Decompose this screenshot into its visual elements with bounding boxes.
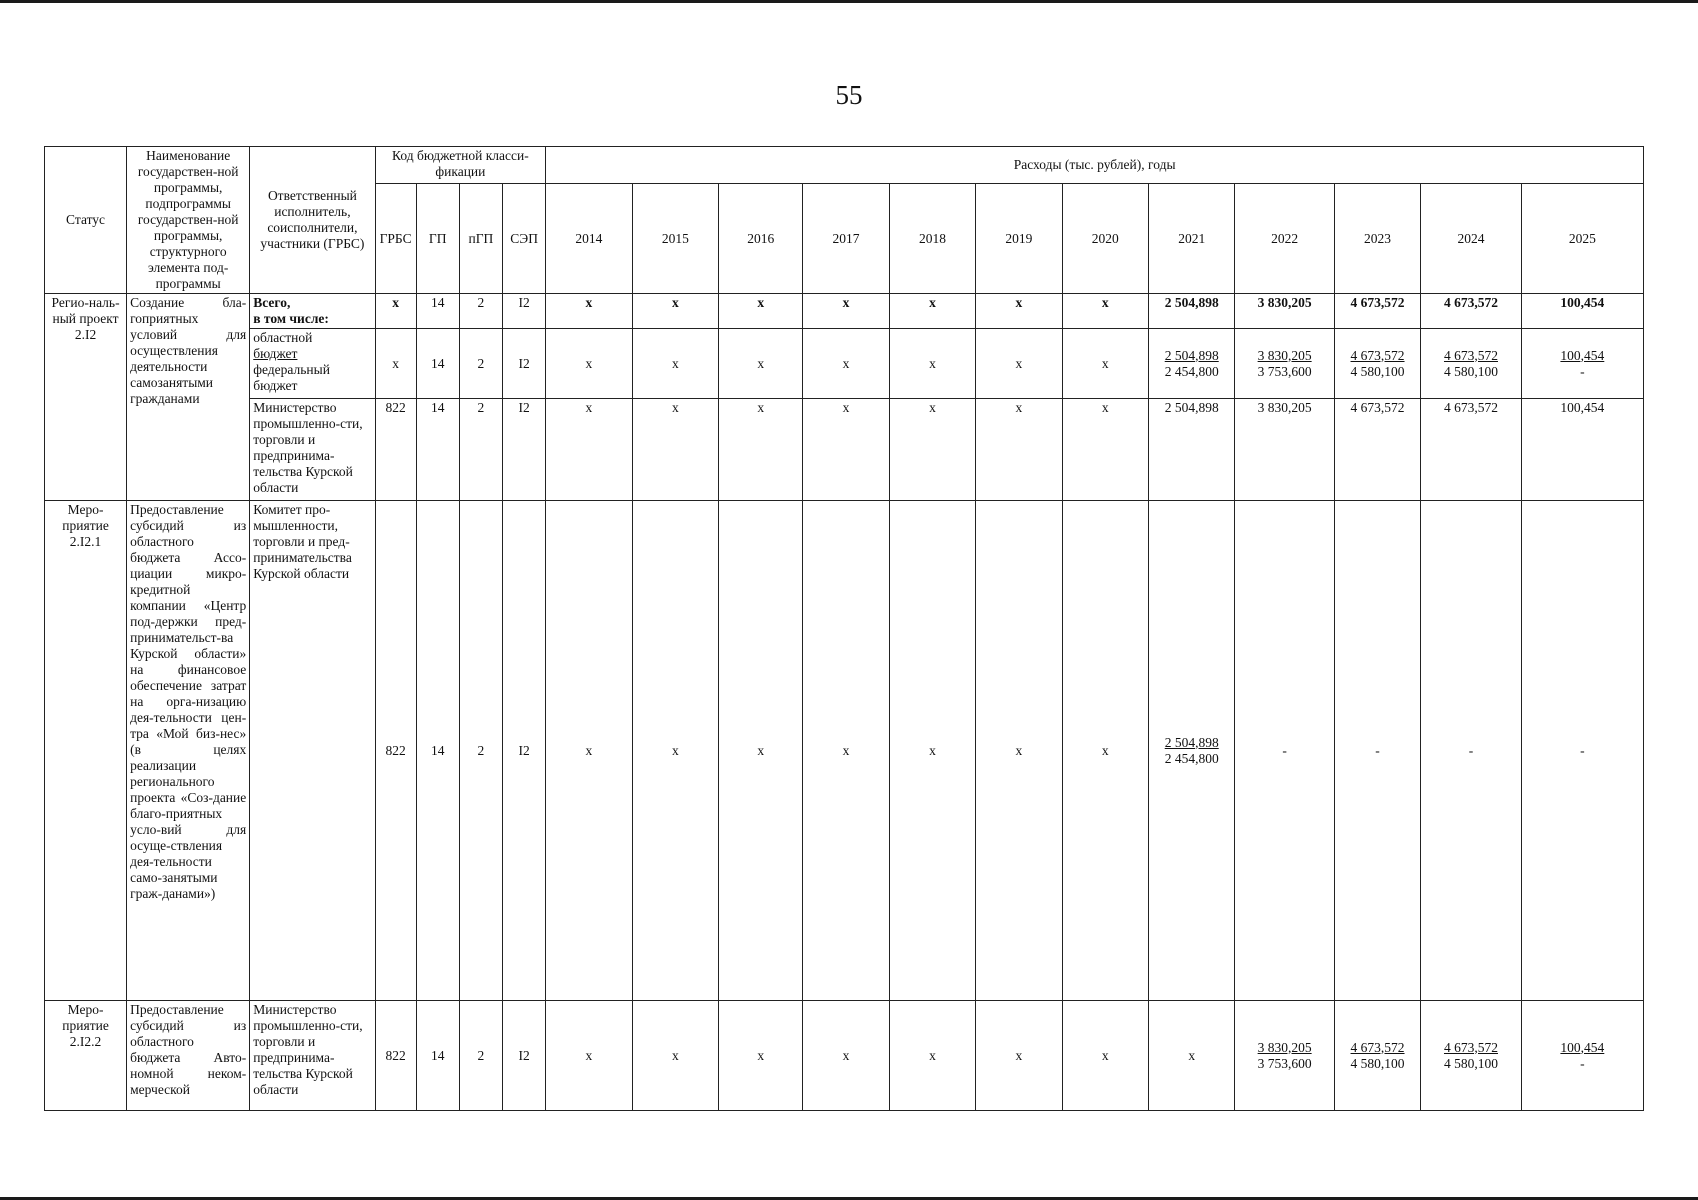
year-cell: x (719, 329, 803, 399)
measure1-executor: Комитет про-мышленности, торговли и пред-принимательства Курской области (250, 501, 375, 1001)
year-cell: x (803, 399, 889, 501)
value-2024: 4 673,572 (1421, 399, 1521, 501)
code-sep: I2 (503, 294, 546, 329)
year-cell: x (1062, 1001, 1148, 1111)
value-2022: 3 830,205 (1235, 399, 1334, 501)
value-2024: 4 673,572 4 580,100 (1421, 329, 1521, 399)
header-status: Статус (45, 147, 127, 294)
year-cell: x (976, 501, 1062, 1001)
project-ministry-executor: Министерство промышленно-сти, торговли и предпринима-тельства Курской области (250, 399, 375, 501)
year-cell: x (889, 501, 975, 1001)
header-expenses-group: Расходы (тыс. рублей), годы (546, 147, 1644, 184)
page-number: 55 (835, 80, 863, 110)
project-budget-executor: областной бюджет федеральный бюджет (250, 329, 375, 399)
project-status: Регио-наль-ный проект 2.I2 (45, 294, 127, 501)
year-cell: x (889, 294, 975, 329)
year-cell: x (632, 294, 718, 329)
measure2-executor: Министерство промышленно-сти, торговли и предпринима-тельства Курской области (250, 1001, 375, 1111)
code-sep: I2 (503, 501, 546, 1001)
budget-table (44, 146, 1644, 1111)
year-cell: x (1062, 294, 1148, 329)
header-year: 2017 (803, 184, 889, 294)
code-gp: 14 (416, 1001, 459, 1111)
year-cell: x (632, 1001, 718, 1111)
measure1-name: Предоставление субсидий из областного бюджета Ассо-циации микро-кредитной компании «Центр под-держки пред-принимательст-ва Курской области» на финансовое обеспечение затрат на орга-низацию дея-тельности цен-тра «Мой биз-нес» (в целях реализации регионального проекта «Соз-дание благо-приятных усло-вий для осуще-ствления дея-тельности само-занятыми граж-данами») (127, 501, 250, 1001)
year-cell: x (976, 1001, 1062, 1111)
code-sep: I2 (503, 399, 546, 501)
year-cell: x (976, 399, 1062, 501)
measure2-name: Предоставление субсидий из областного бюджета Авто-номной неком-мерческой (127, 1001, 250, 1111)
year-cell: x (889, 1001, 975, 1111)
header-code-gp: ГП (416, 184, 459, 294)
code-pgp: 2 (459, 294, 502, 329)
year-cell: x (632, 329, 718, 399)
code-grbs: x (375, 329, 416, 399)
header-year: 2018 (889, 184, 975, 294)
header-year: 2021 (1149, 184, 1235, 294)
year-cell: x (803, 294, 889, 329)
code-grbs: 822 (375, 1001, 416, 1111)
code-gp: 14 (416, 399, 459, 501)
year-cell: x (803, 1001, 889, 1111)
header-year: 2015 (632, 184, 718, 294)
header-year: 2014 (546, 184, 632, 294)
code-pgp: 2 (459, 329, 502, 399)
year-cell: x (1062, 329, 1148, 399)
year-cell: x (719, 1001, 803, 1111)
header-executor: Ответственный исполнитель, соисполнители, участники (ГРБС) (250, 147, 375, 294)
value-2021: 2 504,898 2 454,800 (1149, 501, 1235, 1001)
header-name: Наименование государствен-ной программы, подпрограммы государствен-ной программы, структурного элемента под-программы (127, 147, 250, 294)
header-year: 2022 (1235, 184, 1334, 294)
value-2024: 4 673,572 (1421, 294, 1521, 329)
table-row-project-budgets (45, 329, 1644, 399)
year-cell: x (632, 399, 718, 501)
code-sep: I2 (503, 1001, 546, 1111)
header-year: 2025 (1521, 184, 1643, 294)
year-cell: x (632, 501, 718, 1001)
project-total-executor: Всего, в том числе: (250, 294, 375, 329)
header-year: 2023 (1334, 184, 1420, 294)
year-cell: x (546, 329, 632, 399)
value-2022: 3 830,205 3 753,600 (1235, 329, 1334, 399)
value-2023: - (1334, 501, 1420, 1001)
value-2025: - (1521, 501, 1643, 1001)
code-gp: 14 (416, 294, 459, 329)
value-2024: 4 673,572 4 580,100 (1421, 1001, 1521, 1111)
value-2025: 100,454 - (1521, 1001, 1643, 1111)
value-2021: 2 504,898 (1149, 399, 1235, 501)
header-year: 2020 (1062, 184, 1148, 294)
value-2023: 4 673,572 4 580,100 (1334, 1001, 1420, 1111)
year-cell: x (889, 329, 975, 399)
value-2023: 4 673,572 (1334, 294, 1420, 329)
measure1-status: Меро-приятие 2.I2.1 (45, 501, 127, 1001)
header-year: 2016 (719, 184, 803, 294)
code-sep: I2 (503, 329, 546, 399)
year-cell: x (1062, 399, 1148, 501)
value-2022: - (1235, 501, 1334, 1001)
value-2021: x (1149, 1001, 1235, 1111)
year-cell: x (719, 501, 803, 1001)
table-row-project-ministry (45, 399, 1644, 501)
header-year: 2019 (976, 184, 1062, 294)
code-gp: 14 (416, 329, 459, 399)
header-code-sep: СЭП (503, 184, 546, 294)
header-year: 2024 (1421, 184, 1521, 294)
top-border-line (0, 0, 1698, 3)
code-grbs: 822 (375, 501, 416, 1001)
header-code-grbs: ГРБС (375, 184, 416, 294)
value-2023: 4 673,572 (1334, 399, 1420, 501)
value-2025: 100,454 (1521, 399, 1643, 501)
year-cell: x (546, 1001, 632, 1111)
header-code-group: Код бюджетной класси-фикации (375, 147, 546, 184)
code-pgp: 2 (459, 1001, 502, 1111)
header-row-1 (45, 147, 1644, 184)
year-cell: x (719, 399, 803, 501)
value-2022: 3 830,205 3 753,600 (1235, 1001, 1334, 1111)
year-cell: x (1062, 501, 1148, 1001)
value-2023: 4 673,572 4 580,100 (1334, 329, 1420, 399)
table-row-measure-2 (45, 1001, 1644, 1111)
year-cell: x (719, 294, 803, 329)
value-2025: 100,454 (1521, 294, 1643, 329)
year-cell: x (546, 501, 632, 1001)
year-cell: x (976, 294, 1062, 329)
code-pgp: 2 (459, 399, 502, 501)
year-cell: x (976, 329, 1062, 399)
header-code-pgp: пГП (459, 184, 502, 294)
year-cell: x (546, 399, 632, 501)
value-2021: 2 504,898 2 454,800 (1149, 329, 1235, 399)
table-row-project-total (45, 294, 1644, 329)
code-grbs: x (375, 294, 416, 329)
code-grbs: 822 (375, 399, 416, 501)
code-gp: 14 (416, 501, 459, 1001)
value-2025: 100,454 - (1521, 329, 1643, 399)
value-2022: 3 830,205 (1235, 294, 1334, 329)
year-cell: x (889, 399, 975, 501)
measure2-status: Меро-приятие 2.I2.2 (45, 1001, 127, 1111)
project-name: Создание бла-гоприятных условий для осуществления деятельности самозанятыми гражданами (127, 294, 250, 501)
year-cell: x (546, 294, 632, 329)
table-row-measure-1 (45, 501, 1644, 1001)
year-cell: x (803, 501, 889, 1001)
year-cell: x (803, 329, 889, 399)
value-2021: 2 504,898 (1149, 294, 1235, 329)
value-2024: - (1421, 501, 1521, 1001)
code-pgp: 2 (459, 501, 502, 1001)
